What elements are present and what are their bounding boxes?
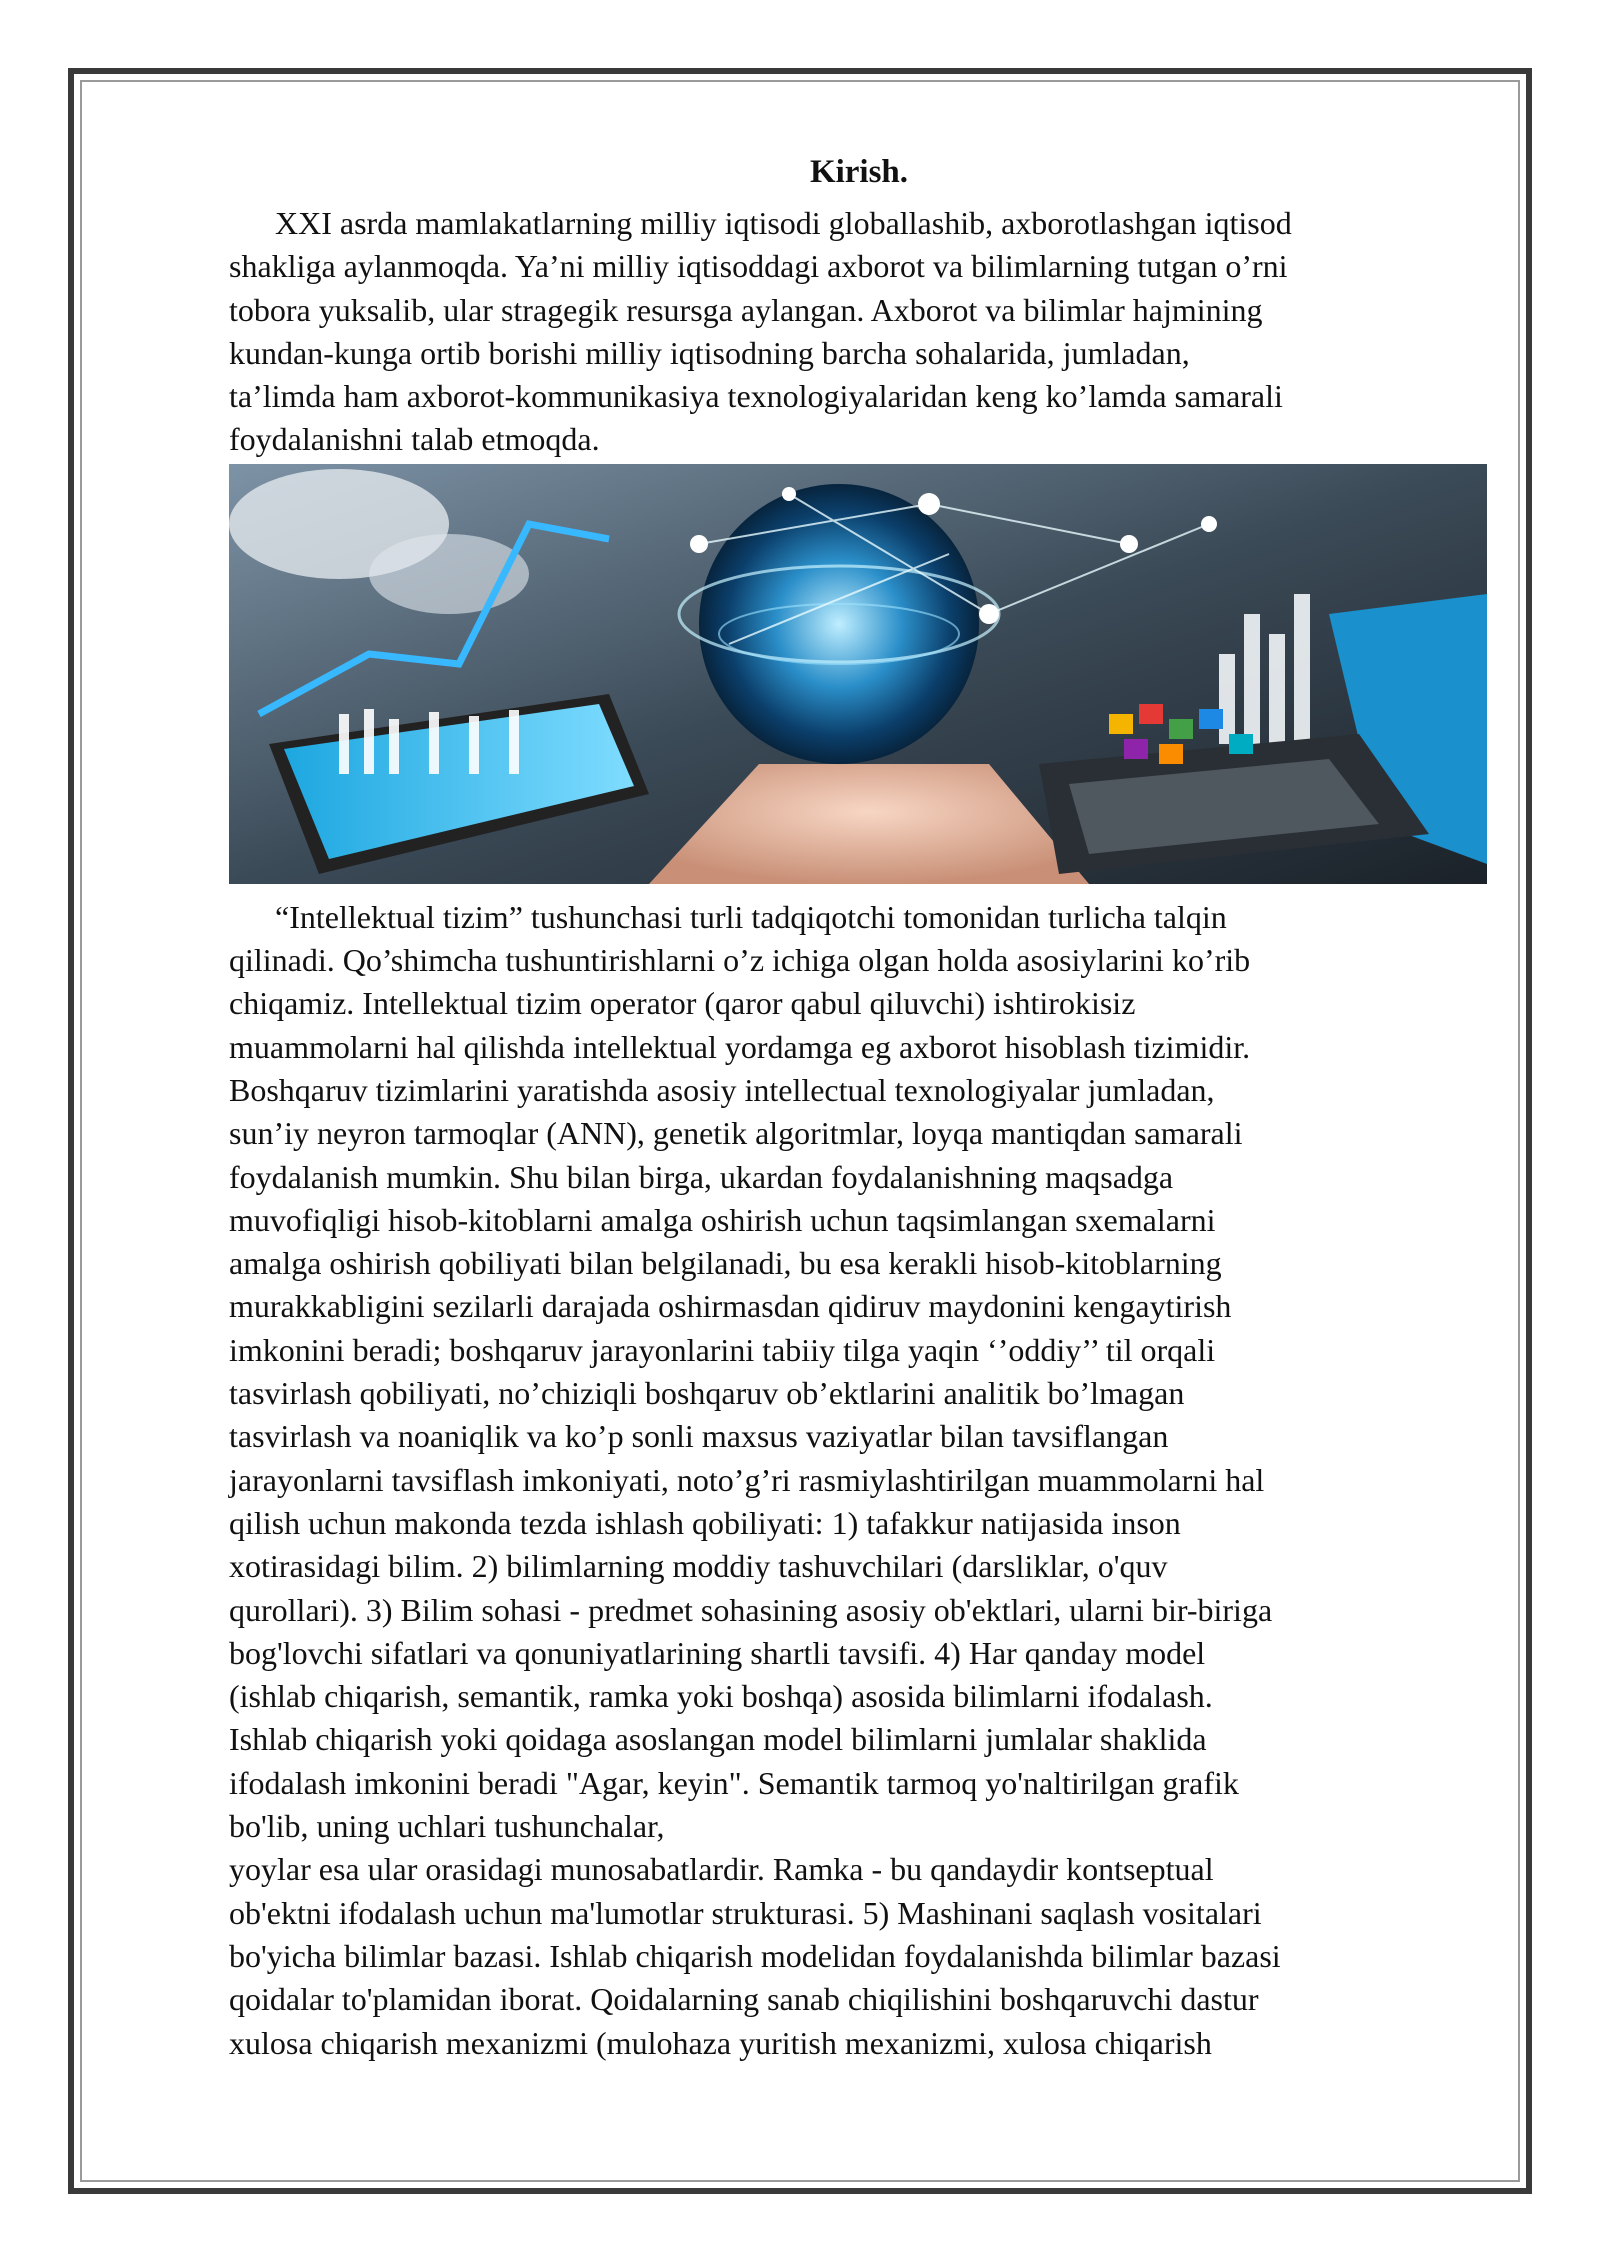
paragraph-line: chiqamiz. Intellektual tizim operator (qaror qabul qiluvchi) ishtirokisiz — [229, 985, 1136, 1022]
paragraph-line: bo'yicha bilimlar bazasi. Ishlab chiqarish modelidan foydalanishda bilimlar bazasi — [229, 1937, 1281, 1974]
paragraph-line: amalga oshirish qobiliyati bilan belgilanadi, bu esa kerakli hisob-kitoblarning — [229, 1245, 1222, 1282]
paragraph-line: imkonini beradi; boshqaruv jarayonlarini tabiiy tilga yaqin ‘’oddiy’’ til orqali — [229, 1331, 1216, 1368]
paragraph-line: qoidalar to'plamidan iborat. Qoidalarning sanab chiqilishini boshqaruvchi dastur — [229, 1981, 1259, 2018]
illustration-graphic — [229, 464, 1487, 884]
intro-paragraph — [229, 202, 1489, 462]
paragraph-line: xotirasidagi bilim. 2) bilimlarning moddiy tashuvchilari (darsliklar, o'quv — [229, 1548, 1168, 1585]
paragraph-line: jarayonlarni tavsiflash imkoniyati, noto’g’ri rasmiylashtirilgan muammolarni hal — [229, 1461, 1265, 1498]
paragraph-line: yoylar esa ular orasidagi munosabatlardir. Ramka - bu qandaydir kontseptual — [229, 1851, 1214, 1888]
technology-illustration — [229, 464, 1487, 884]
paragraph-line: foydalanish mumkin. Shu bilan birga, ukardan foydalanishning maqsadga — [229, 1158, 1174, 1195]
paragraph-line: tasvirlash qobiliyati, no’chiziqli boshqaruv ob’ektlarini analitik bo’lmagan — [229, 1375, 1185, 1412]
paragraph-line: muammolarni hal qilishda intellektual yordamga eg axborot hisoblash tizimidir. — [229, 1028, 1251, 1065]
paragraph-line: ob'ektni ifodalash uchun ma'lumotlar strukturasi. 5) Mashinani saqlash vositalari — [229, 1894, 1262, 1931]
paragraph-line: Boshqaruv tizimlarini yaratishda asosiy intellectual texnologiyalar jumladan, — [229, 1071, 1215, 1108]
paragraph-line: sun’iy neyron tarmoqlar (ANN), genetik algoritmlar, loyqa mantiqdan samarali — [229, 1115, 1243, 1152]
paragraph-line: tasvirlash va noaniqlik va ko’p sonli maxsus vaziyatlar bilan tavsiflangan — [229, 1418, 1169, 1455]
paragraph-line: qilish uchun makonda tezda ishlash qobiliyati: 1) tafakkur natijasida inson — [229, 1504, 1181, 1541]
body-paragraph — [229, 896, 1489, 2065]
page-title: Kirish. — [809, 154, 909, 190]
paragraph-line: qilinadi. Qo’shimcha tushuntirishlarni o’z ichiga olgan holda asosiylarini ko’rib — [229, 942, 1251, 979]
paragraph-line: bo'lib, uning uchlari tushunchalar, — [229, 1808, 665, 1845]
paragraph-line: ifodalash imkonini beradi "Agar, keyin". Semantik tarmoq yo'naltirilgan grafik — [229, 1764, 1239, 1801]
paragraph-line: muvofiqligi hisob-kitoblarni amalga oshirish uchun taqsimlangan sxemalarni — [229, 1201, 1216, 1238]
paragraph-line: (ishlab chiqarish, semantik, ramka yoki boshqa) asosida bilimlarni ifodalash. — [229, 1678, 1213, 1715]
paragraph-line: murakkabligini sezilarli darajada oshirmasdan qidiruv maydonini kengaytirish — [229, 1288, 1232, 1325]
paragraph-line: XXI asrda mamlakatlarning milliy iqtisodi globallashib, axborotlashgan iqtisod — [275, 205, 1292, 241]
paragraph-line: shakliga aylanmoqda. Ya’ni milliy iqtisoddagi axborot va bilimlarning tutgan o’rni — [229, 248, 1288, 285]
paragraph-line: ta’limda ham axborot-kommunikasiya texnologiyalaridan keng ko’lamda samarali — [229, 378, 1283, 415]
paragraph-line: tobora yuksalib, ular stragegik resursga aylangan. Axborot va bilimlar hajmining — [229, 291, 1263, 328]
paragraph-line: qurollari). 3) Bilim sohasi - predmet sohasining asosiy ob'ektlari, ularni bir-biriga — [229, 1591, 1273, 1628]
document-content — [229, 152, 1489, 2065]
paragraph-line: bog'lovchi sifatlari va qonuniyatlarining shartli tavsifi. 4) Har qanday model — [229, 1634, 1206, 1671]
paragraph-line: “Intellektual tizim” tushunchasi turli tadqiqotchi tomonidan turlicha talqin — [275, 898, 1227, 935]
paragraph-line: Ishlab chiqarish yoki qoidaga asoslangan model bilimlarni jumlalar shaklida — [229, 1721, 1207, 1758]
paragraph-line: foydalanishni talab etmoqda. — [229, 421, 600, 458]
paragraph-line: kundan-kunga ortib borishi milliy iqtisodning barcha sohalarida, jumladan, — [229, 334, 1190, 371]
paragraph-line: xulosa chiqarish mexanizmi (mulohaza yuritish mexanizmi, xulosa chiqarish — [229, 2024, 1212, 2061]
